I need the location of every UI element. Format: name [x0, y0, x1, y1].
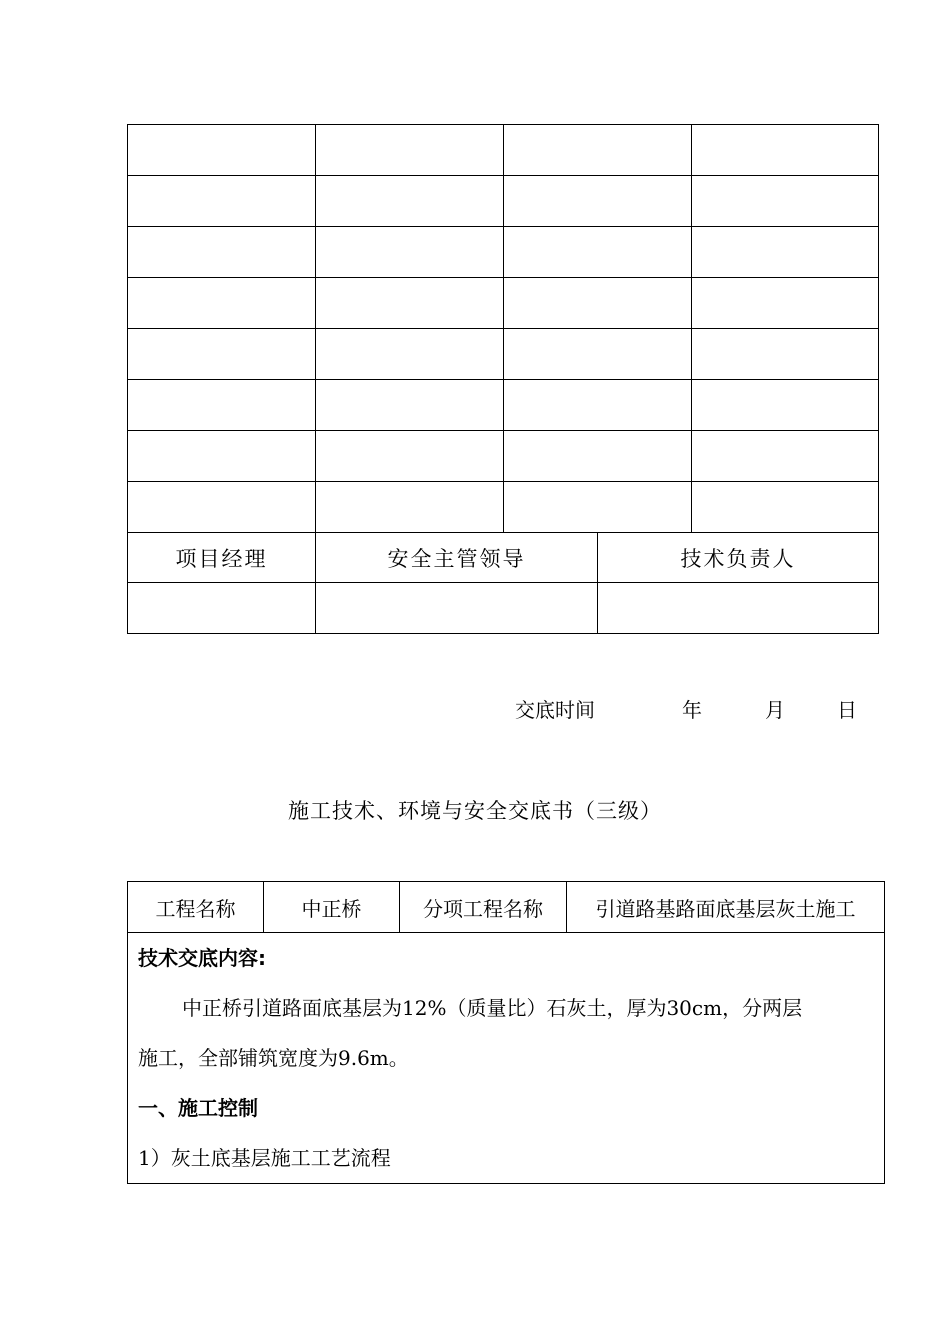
blank-cell[interactable]: [316, 380, 504, 431]
blank-cell[interactable]: [692, 431, 879, 482]
blank-cell[interactable]: [692, 227, 879, 278]
section-heading-construction-control: 一、施工控制: [138, 1096, 258, 1120]
signature-cell-project-manager[interactable]: [128, 583, 316, 634]
blank-cell[interactable]: [128, 227, 316, 278]
blank-cell[interactable]: [692, 278, 879, 329]
role-tech-lead: 技术负责人: [598, 533, 879, 583]
blank-cell[interactable]: [316, 278, 504, 329]
blank-cell[interactable]: [504, 227, 692, 278]
role-project-manager: 项目经理: [128, 533, 316, 583]
content-paragraph-line-2: 施工，全部铺筑宽度为9.6m。: [138, 1046, 409, 1070]
signature-cell-safety-lead[interactable]: [316, 583, 598, 634]
content-cell: [128, 933, 885, 1184]
date-label: 交底时间: [515, 698, 595, 722]
year-label: 年: [682, 698, 702, 722]
blank-cell[interactable]: [316, 329, 504, 380]
blank-row: [128, 125, 879, 176]
blank-cell[interactable]: [692, 380, 879, 431]
signature-row: [128, 583, 879, 634]
info-header-row: [128, 882, 885, 933]
signature-table: [127, 124, 879, 634]
month-label: 月: [765, 698, 785, 722]
blank-cell[interactable]: [504, 482, 692, 533]
signature-cell-tech-lead[interactable]: [598, 583, 879, 634]
blank-cell[interactable]: [504, 329, 692, 380]
blank-cell[interactable]: [692, 482, 879, 533]
content-heading: 技术交底内容:: [138, 946, 266, 970]
blank-cell[interactable]: [504, 125, 692, 176]
blank-row: [128, 329, 879, 380]
blank-cell[interactable]: [692, 329, 879, 380]
content-row: [128, 933, 885, 1184]
blank-cell[interactable]: [316, 176, 504, 227]
subproject-label: 分项工程名称: [400, 882, 567, 933]
project-name-label: 工程名称: [128, 882, 264, 933]
blank-row: [128, 227, 879, 278]
blank-cell[interactable]: [504, 176, 692, 227]
blank-row: [128, 431, 879, 482]
blank-row: [128, 176, 879, 227]
blank-cell[interactable]: [316, 227, 504, 278]
blank-cell[interactable]: [316, 125, 504, 176]
info-table: [127, 881, 885, 1184]
blank-cell[interactable]: [316, 431, 504, 482]
blank-cell[interactable]: [128, 125, 316, 176]
blank-row: [128, 380, 879, 431]
role-safety-lead: 安全主管领导: [316, 533, 598, 583]
blank-cell[interactable]: [128, 329, 316, 380]
role-header-row: [128, 533, 879, 583]
subproject-value: 引道路基路面底基层灰土施工: [567, 882, 885, 933]
blank-cell[interactable]: [692, 125, 879, 176]
blank-cell[interactable]: [128, 278, 316, 329]
day-label: 日: [837, 698, 857, 722]
blank-cell[interactable]: [316, 482, 504, 533]
blank-row: [128, 278, 879, 329]
blank-cell[interactable]: [504, 431, 692, 482]
project-name-value: 中正桥: [264, 882, 400, 933]
blank-cell[interactable]: [128, 176, 316, 227]
blank-cell[interactable]: [128, 380, 316, 431]
blank-row: [128, 482, 879, 533]
blank-cell[interactable]: [504, 380, 692, 431]
list-item-process-flow: 1）灰土底基层施工工艺流程: [138, 1146, 391, 1170]
blank-cell[interactable]: [692, 176, 879, 227]
blank-cell[interactable]: [504, 278, 692, 329]
content-paragraph-line-1: 中正桥引道路面底基层为12%（质量比）石灰土，厚为30cm，分两层: [182, 996, 803, 1020]
blank-cell[interactable]: [128, 482, 316, 533]
blank-cell[interactable]: [128, 431, 316, 482]
document-title: 施工技术、环境与安全交底书（三级）: [288, 799, 662, 823]
